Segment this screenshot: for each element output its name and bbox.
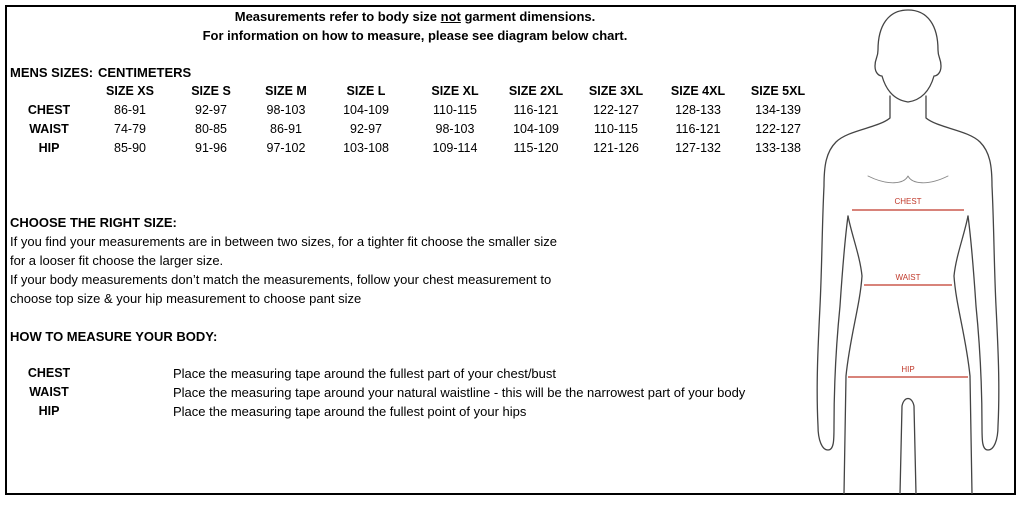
table-cell: 122-127: [755, 122, 801, 136]
table-cell: 92-97: [350, 122, 382, 136]
unit-label: CENTIMETERS: [98, 65, 192, 80]
how-to-text: Place the measuring tape around your natural waistline - this will be the narrowest part of your body: [173, 385, 746, 400]
table-cell: 103-108: [343, 141, 389, 155]
table-cell: 104-109: [513, 122, 559, 136]
table-cell: 122-127: [593, 103, 639, 117]
table-cell: 86-91: [270, 122, 302, 136]
row-label: CHEST: [27, 103, 71, 117]
row-label: HIP: [38, 141, 60, 155]
table-cell: 85-90: [114, 141, 146, 155]
waist-measure-line: [864, 273, 952, 285]
how-to-measure-heading: HOW TO MEASURE YOUR BODY:: [10, 329, 218, 344]
table-cell: 134-139: [755, 103, 801, 117]
table-cell: 80-85: [195, 122, 227, 136]
size-header: SIZE XS: [106, 84, 154, 98]
how-to-text: Place the measuring tape around the fullest part of your chest/bust: [173, 366, 557, 381]
table-cell: 121-126: [593, 141, 639, 155]
choose-size-line: choose top size & your hip measurement to choose pant size: [10, 291, 362, 306]
how-to-text: Place the measuring tape around the fullest point of your hips: [173, 404, 527, 419]
table-cell: 116-121: [513, 103, 559, 117]
table-cell: 104-109: [343, 103, 389, 117]
size-header: SIZE 4XL: [670, 84, 726, 98]
size-header: SIZE M: [265, 84, 307, 98]
how-to-label: HIP: [38, 404, 60, 418]
table-cell: 133-138: [755, 141, 801, 155]
waist-diagram-label: WAIST: [895, 273, 921, 282]
chest-diagram-label: CHEST: [894, 197, 922, 206]
mens-sizes-label: MENS SIZES:: [10, 65, 94, 80]
row-label: WAIST: [29, 122, 69, 136]
how-to-label: WAIST: [29, 385, 69, 399]
notice-line-2: For information on how to measure, please see diagram below chart.: [202, 28, 628, 43]
table-cell: 86-91: [114, 103, 146, 117]
hip-diagram-label: HIP: [901, 365, 915, 374]
notice-line-1: [0, 9, 830, 24]
table-cell: 110-115: [432, 103, 478, 117]
size-header: SIZE 5XL: [750, 84, 806, 98]
hip-measure-line: [848, 365, 968, 377]
table-cell: 115-120: [513, 141, 559, 155]
table-cell: 109-114: [432, 141, 478, 155]
table-cell: 127-132: [675, 141, 721, 155]
table-cell: 116-121: [675, 122, 721, 136]
table-cell: 110-115: [593, 122, 639, 136]
chest-measure-line: [852, 197, 964, 210]
table-cell: 74-79: [114, 122, 146, 136]
how-to-label: CHEST: [27, 366, 71, 380]
body-measurement-diagram: [808, 6, 1008, 494]
choose-size-line: If your body measurements don’t match the measurements, follow your chest measurement to: [10, 272, 552, 287]
choose-size-heading: CHOOSE THE RIGHT SIZE:: [10, 215, 177, 230]
notice-line-1-post: garment dimensions.: [460, 9, 596, 24]
body-outline: [817, 10, 999, 494]
table-cell: 128-133: [675, 103, 721, 117]
size-header: SIZE 2XL: [508, 84, 564, 98]
table-cell: 91-96: [195, 141, 227, 155]
table-cell: 92-97: [195, 103, 227, 117]
notice-line-1-underlined: not: [440, 9, 461, 24]
table-cell: 98-103: [435, 122, 475, 136]
size-header: SIZE S: [191, 84, 231, 98]
choose-size-line: for a looser fit choose the larger size.: [10, 253, 224, 268]
size-header: SIZE XL: [431, 84, 479, 98]
size-header: SIZE L: [346, 84, 386, 98]
size-header: SIZE 3XL: [588, 84, 644, 98]
table-cell: 97-102: [266, 141, 306, 155]
table-cell: 98-103: [266, 103, 306, 117]
notice-line-1-pre: Measurements refer to body size: [234, 9, 441, 24]
choose-size-line: If you find your measurements are in between two sizes, for a tighter fit choose the smaller size: [10, 234, 557, 249]
